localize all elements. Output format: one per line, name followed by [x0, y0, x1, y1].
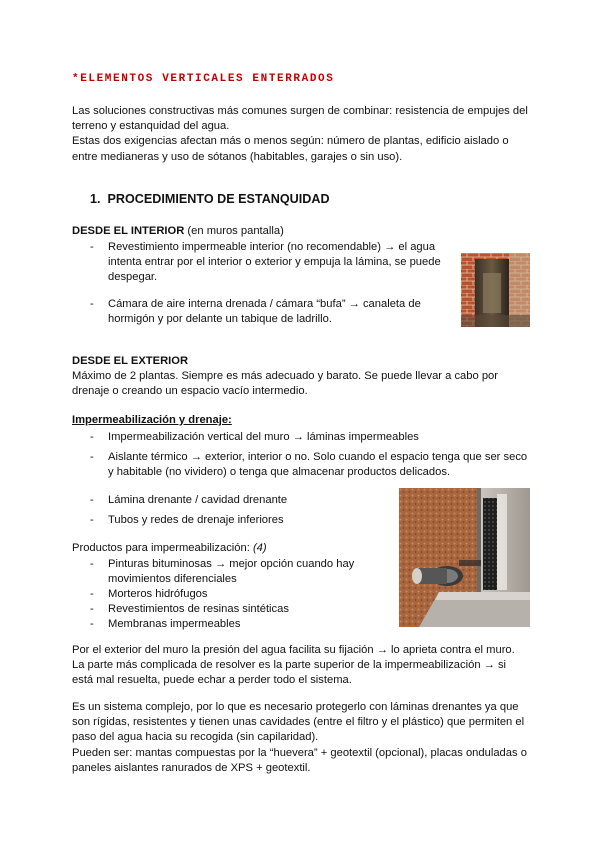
exterior-line: Máximo de 2 plantas. Siempre es más adecuado y barato. Se puede llevar a cabo por: [72, 370, 498, 382]
product-item-continued: movimientos diferenciales: [108, 573, 237, 585]
bullet-marker: -: [90, 603, 94, 615]
section-heading: [90, 192, 330, 207]
closing-line: Es un sistema complejo, por lo que es necesario protegerlo con láminas drenantes ya que: [72, 701, 519, 713]
section-number: 1.: [90, 192, 101, 206]
intro-line: Las soluciones constructivas más comunes surgen de combinar: resistencia de empujes del: [72, 105, 528, 117]
bullet-line: hormigón y por delante un tabique de ladrillo.: [108, 313, 332, 325]
product-item: Pinturas bituminosas → mejor opción cuando hay: [108, 558, 355, 570]
bullet-marker: -: [90, 514, 94, 526]
closing-line: son rígidas, resistentes y tienen unas cavidades (entre el filtro y el plástico) que permiten el: [72, 716, 525, 729]
closing-line: La parte más complicada de resolver es la parte superior de la impermeabilización → si: [72, 659, 507, 672]
product-item: Morteros hidrófugos: [108, 588, 208, 600]
section-title: PROCEDIMIENTO DE ESTANQUIDAD: [107, 192, 330, 206]
closing-paragraph-2: [72, 700, 532, 776]
intro-line: terreno y estanquidad del agua.: [72, 120, 230, 133]
products-label-text: Productos para impermeabilización:: [72, 542, 253, 554]
bullet-line: intenta entrar por el interior o exterior y empuja la lámina, se puede: [108, 256, 441, 268]
closing-line: está mal resuelta, puede echar a perder todo el sistema.: [72, 674, 352, 687]
products-label: [72, 541, 267, 556]
exterior-line: drenaje o creando un espacio vacío intermedio.: [72, 385, 308, 398]
exterior-paragraph: [72, 369, 532, 399]
bullet-marker: -: [90, 618, 94, 630]
product-item: Membranas impermeables: [108, 618, 241, 630]
product-item: Revestimientos de resinas sintéticas: [108, 603, 289, 615]
bullet-marker: -: [90, 451, 94, 463]
bullet-marker: -: [90, 298, 94, 310]
drainage-bullet-3: Lámina drenante / cavidad drenante: [108, 494, 288, 506]
interior-heading: [72, 224, 284, 239]
closing-line: Pueden ser: mantas compuestas por la “huevera” + geotextil (opcional), placas onduladas o: [72, 746, 527, 759]
interior-heading-title: DESDE EL INTERIOR: [72, 225, 185, 237]
bullet-marker: -: [90, 558, 94, 570]
bullet-line: despegar.: [108, 271, 158, 283]
bullet-line: Revestimiento impermeable interior (no recomendable) → el agua: [108, 241, 436, 253]
exterior-heading: DESDE EL EXTERIOR: [72, 355, 189, 367]
bullet-marker: -: [90, 588, 94, 600]
bullet-line: Cámara de aire interna drenada / cámara “bufa” → canaleta de: [108, 298, 421, 310]
closing-line: paso del agua hacia su recogida (sin capilaridad).: [72, 731, 319, 744]
closing-line: paneles aislantes ranurados de XPS + geotextil.: [72, 761, 311, 774]
bullet-marker: -: [90, 431, 94, 443]
wall-drainage-photo: [399, 488, 530, 627]
closing-line: Por el exterior del muro la presión del agua facilita su fijación → lo aprieta contra el muro.: [72, 644, 515, 656]
document-title: *ELEMENTOS VERTICALES ENTERRADOS: [72, 73, 335, 85]
intro-line: Estas dos exigencias afectan más o menos según: número de plantas, edificio aislado o: [72, 135, 509, 148]
drainage-heading: Impermeabilización y drenaje:: [72, 414, 232, 426]
drainage-bullet-2-line: Aislante térmico → exterior, interior o no. Solo cuando el espacio tenga que ser seco: [108, 451, 528, 463]
closing-paragraph-1: [72, 643, 532, 689]
intro-line: entre medianeras y uso de sótanos (habitables, garajes o sin uso).: [72, 150, 403, 163]
brick-wall-photo: [461, 253, 530, 327]
bullet-marker: -: [90, 494, 94, 506]
interior-heading-note: (en muros pantalla): [184, 225, 284, 237]
intro-paragraph: [72, 104, 532, 165]
drainage-bullet-4: Tubos y redes de drenaje inferiores: [108, 514, 284, 526]
bullet-marker: -: [90, 241, 94, 253]
drainage-bullet-1: Impermeabilización vertical del muro → láminas impermeables: [108, 431, 419, 443]
products-count: (4): [252, 542, 267, 554]
drainage-bullet-2-line: y habitable (no vividero) o tenga que almacenar productos delicados.: [108, 466, 451, 478]
